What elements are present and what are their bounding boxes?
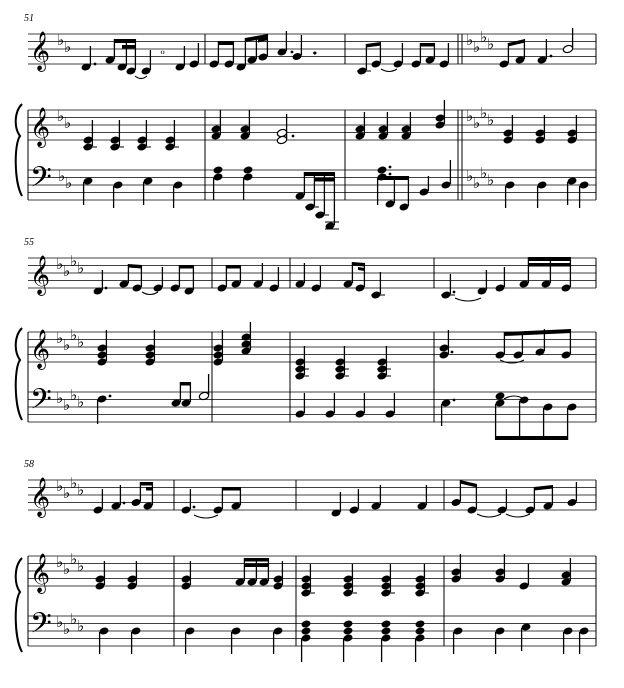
- system-3-engraving: [0, 446, 624, 688]
- svg-text:♭: ♭: [63, 262, 71, 280]
- svg-text:♭: ♭: [70, 252, 78, 270]
- key-change-four-flats: [466, 104, 494, 132]
- svg-text:♭: ♭: [63, 560, 71, 578]
- piano-lh-notes-m55: [97, 374, 210, 424]
- svg-text:♭: ♭: [77, 617, 85, 635]
- svg-text:♭: ♭: [480, 104, 488, 122]
- svg-text:♭: ♭: [473, 174, 481, 192]
- piano-rh-staff-2-lines: [28, 332, 596, 362]
- svg-text:♭: ♭: [56, 613, 64, 631]
- svg-text:♭: ♭: [466, 107, 474, 125]
- piano-rh-notes-m57: [295, 346, 391, 381]
- svg-text:♭: ♭: [473, 38, 481, 56]
- bass-clef-icon: 𝄢: [30, 383, 52, 423]
- bass-clef-icon: 𝄢: [30, 607, 52, 647]
- piano-lh-notes-m52: [213, 165, 339, 230]
- treble-clef-icon: 𝄞: [30, 107, 51, 147]
- svg-text:♭: ♭: [56, 389, 64, 407]
- svg-text:♭: ♭: [70, 610, 78, 628]
- svg-text:♭: ♭: [77, 259, 85, 277]
- vocal-staff-2-lines: [28, 258, 596, 288]
- piano-rh-notes-m60: [301, 564, 429, 598]
- piano-rh-notes-m53: [355, 100, 446, 141]
- svg-text:♭: ♭: [63, 336, 71, 354]
- flat-icon: ♭: [57, 107, 65, 125]
- svg-text:♭: ♭: [56, 255, 64, 273]
- piano-brace: [16, 104, 22, 196]
- vocal-notes-m53: [357, 42, 450, 76]
- svg-text:♭: ♭: [480, 164, 488, 182]
- vocal-notes-m61: [451, 480, 578, 517]
- music-system-2: [0, 224, 624, 464]
- key-signature-four-flats: [56, 474, 84, 502]
- treble-clef-icon: 𝄞: [30, 255, 51, 295]
- vocal-notes-m52: [209, 31, 318, 72]
- svg-text:♭: ♭: [77, 393, 85, 411]
- music-system-3: [0, 446, 624, 688]
- piano-lh-notes-m58: [441, 391, 578, 440]
- piano-lh-staff-3-lines: [28, 616, 596, 646]
- svg-text:♭: ♭: [56, 553, 64, 571]
- svg-text:♭: ♭: [70, 386, 78, 404]
- flat-icon: ♭: [64, 38, 72, 56]
- svg-text:♭: ♭: [63, 484, 71, 502]
- piano-brace: [16, 558, 22, 652]
- piano-lh-notes-m59: [185, 626, 284, 654]
- system-1-engraving: [0, 0, 624, 240]
- vocal-notes-m60: [331, 485, 428, 518]
- svg-text:♭: ♭: [70, 474, 78, 492]
- svg-text:♭: ♭: [487, 35, 495, 53]
- music-system-1: [0, 0, 624, 240]
- key-change-four-flats: [466, 164, 494, 192]
- vocal-notes-m55: [93, 264, 195, 296]
- treble-clef-icon: 𝄞: [30, 553, 51, 593]
- svg-text:♭: ♭: [56, 477, 64, 495]
- svg-text:♭: ♭: [487, 111, 495, 129]
- svg-text:♭: ♭: [70, 550, 78, 568]
- key-signature-four-flats: [56, 326, 84, 354]
- bass-clef-icon: 𝄢: [30, 161, 52, 201]
- flat-icon: ♭: [58, 167, 66, 185]
- piano-rh-notes-m55: [97, 330, 156, 367]
- svg-text:♭: ♭: [56, 329, 64, 347]
- treble-clef-icon: 𝄞: [30, 477, 51, 517]
- piano-rh-notes-m61: [451, 554, 572, 591]
- flat-icon: ♭: [57, 31, 65, 49]
- key-signature-four-flats: [56, 610, 84, 638]
- svg-text:♭: ♭: [480, 28, 488, 46]
- system-2-engraving: [0, 224, 624, 464]
- key-signature-four-flats: [56, 252, 84, 280]
- treble-clef-icon: 𝄞: [30, 31, 51, 71]
- key-signature-four-flats: [56, 386, 84, 414]
- piano-lh-notes-m60: [301, 619, 426, 662]
- vocal-notes-m51: [81, 39, 200, 79]
- piano-rh-notes-m58: [439, 329, 572, 363]
- eighth-rest-icon: 𝅖: [160, 39, 166, 58]
- svg-text:♭: ♭: [63, 396, 71, 414]
- measure-number: 51: [24, 13, 34, 24]
- flat-icon: ♭: [65, 174, 73, 192]
- svg-text:♭: ♭: [466, 31, 474, 49]
- piano-rh-staff-1-lines: [28, 110, 596, 140]
- quarter-rest-icon: 𝅕: [312, 40, 318, 60]
- key-change-four-flats: [466, 28, 494, 56]
- vocal-notes-m58-pickup: [441, 257, 572, 301]
- svg-text:♭: ♭: [63, 620, 71, 638]
- svg-text:♭: ♭: [487, 171, 495, 189]
- key-signature-four-flats: [56, 550, 84, 578]
- measure-number: 55: [24, 237, 34, 248]
- piano-rh-staff-3-lines: [28, 556, 596, 586]
- svg-text:♭: ♭: [77, 481, 85, 499]
- svg-text:♭: ♭: [466, 167, 474, 185]
- svg-text:♭: ♭: [70, 326, 78, 344]
- svg-text:♭: ♭: [77, 557, 85, 575]
- piano-rh-notes-m56: [213, 322, 252, 367]
- flat-icon: ♭: [64, 114, 72, 132]
- svg-text:♭: ♭: [77, 333, 85, 351]
- svg-text:♭: ♭: [473, 114, 481, 132]
- piano-brace: [16, 328, 22, 420]
- piano-lh-notes-m58: [99, 626, 142, 654]
- piano-rh-notes-m52: [211, 110, 295, 145]
- treble-clef-icon: 𝄞: [30, 329, 51, 369]
- measure-number: 58: [24, 459, 34, 470]
- piano-lh-notes-m53: [377, 160, 452, 212]
